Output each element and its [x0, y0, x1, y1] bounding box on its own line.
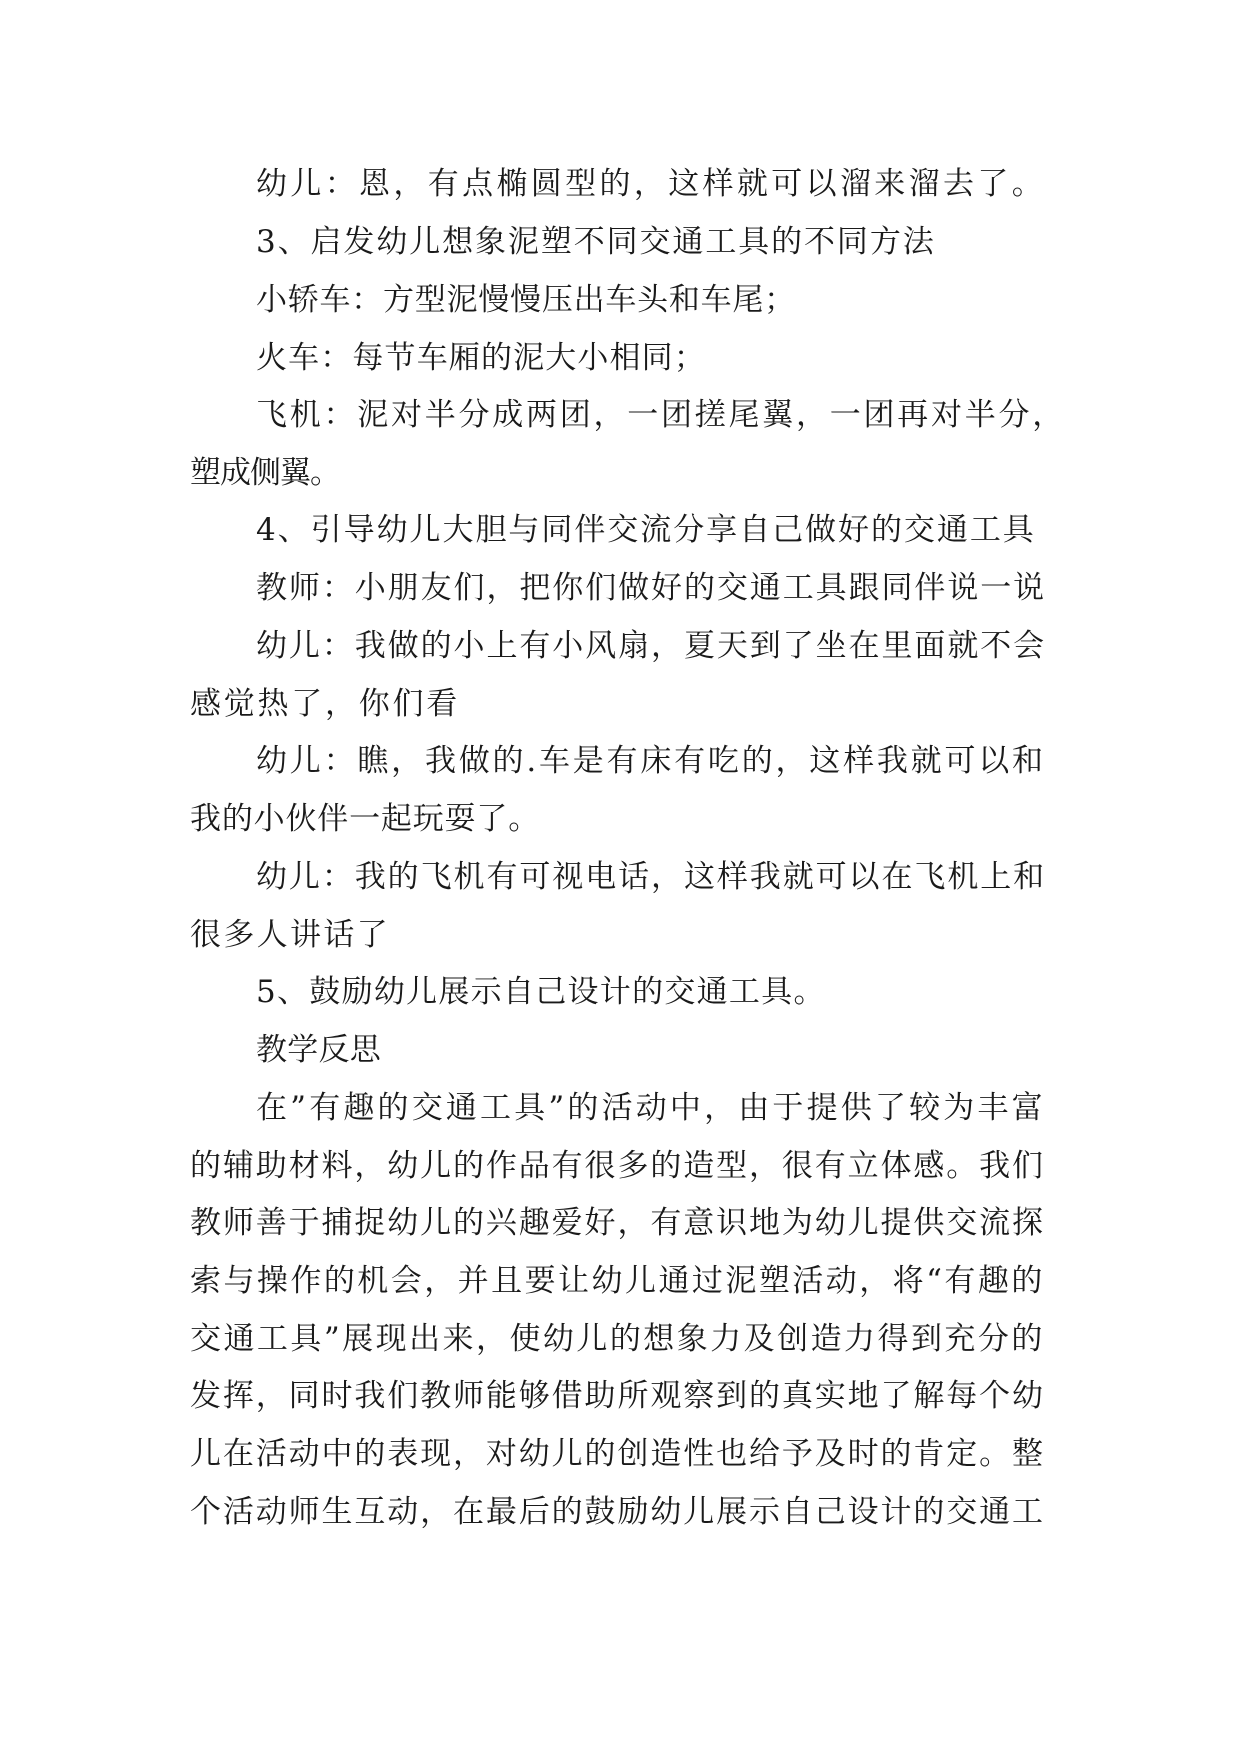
- paragraph-line: 幼儿：恩，有点椭圆型的，这样就可以溜来溜去了。: [256, 166, 1047, 202]
- paragraph-line: 飞机：泥对半分成两团，一团搓尾翼，一团再对半分，: [256, 397, 1066, 433]
- paragraph-line: 幼儿：我的飞机有可视电话，这样我就可以在飞机上和: [256, 859, 1047, 895]
- paragraph-line: 火车：每节车厢的泥大小相同；: [256, 340, 706, 376]
- paragraph-line: 教师：小朋友们，把你们做好的交通工具跟同伴说一说: [256, 570, 1047, 606]
- paragraph-line: 幼儿：我做的小上有小风扇，夏天到了坐在里面就不会: [256, 628, 1047, 664]
- paragraph-line: 我的小伙伴一起玩耍了。: [190, 801, 541, 837]
- paragraph-line: 塑成侧翼。: [190, 455, 340, 491]
- paragraph-line: 小轿车：方型泥慢慢压出车头和车尾；: [256, 282, 796, 318]
- paragraph-line: 幼儿：瞧，我做的.车是有床有吃的，这样我就可以和: [256, 743, 1046, 779]
- paragraph-line: 的辅助材料，幼儿的作品有很多的造型，很有立体感。我们: [190, 1148, 1045, 1184]
- paragraph-line: 4、引导幼儿大胆与同伴交流分享自己做好的交通工具: [256, 512, 1036, 548]
- paragraph-line: 教师善于捕捉幼儿的兴趣爱好，有意识地为幼儿提供交流探: [190, 1205, 1045, 1241]
- paragraph-line: 教学反思: [256, 1032, 381, 1068]
- paragraph-line: 个活动师生互动，在最后的鼓励幼儿展示自己设计的交通工: [190, 1494, 1045, 1530]
- paragraph-line: 5、鼓励幼儿展示自己设计的交通工具。: [256, 974, 826, 1010]
- paragraph-line: 很多人讲话了: [190, 917, 390, 953]
- paragraph-line: 交通工具”展现出来，使幼儿的想象力及创造力得到充分的: [190, 1321, 1045, 1357]
- paragraph-line: 在”有趣的交通工具”的活动中，由于提供了较为丰富: [256, 1090, 1046, 1126]
- paragraph-line: 索与操作的机会，并且要让幼儿通过泥塑活动，将“有趣的: [190, 1263, 1045, 1299]
- paragraph-line: 儿在活动中的表现，对幼儿的创造性也给予及时的肯定。整: [190, 1436, 1045, 1472]
- paragraph-line: 3、启发幼儿想象泥塑不同交通工具的不同方法: [256, 224, 936, 260]
- paragraph-line: 感觉热了，你们看: [190, 686, 460, 722]
- paragraph-line: 发挥，同时我们教师能够借助所观察到的真实地了解每个幼: [190, 1378, 1045, 1414]
